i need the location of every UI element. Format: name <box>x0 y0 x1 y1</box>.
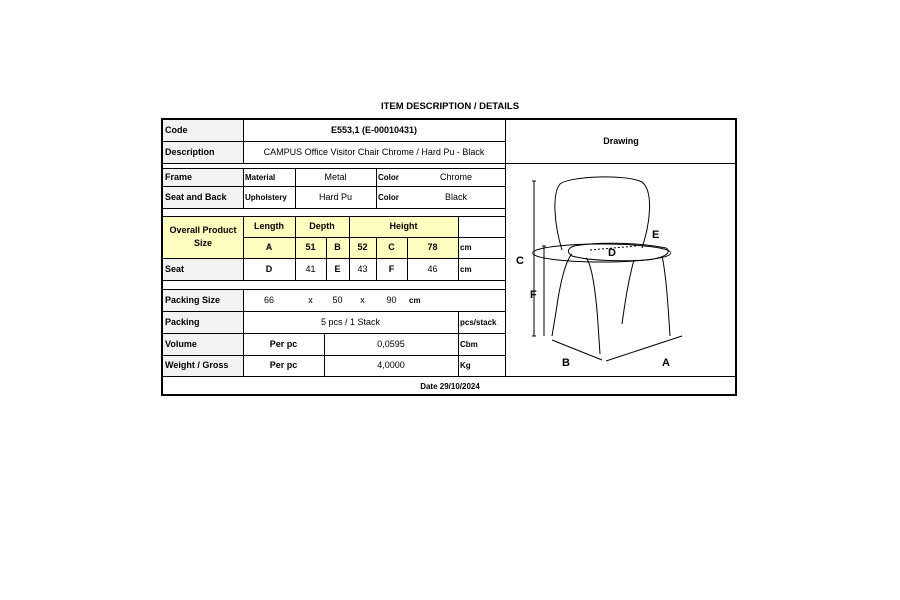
weight-unit: Kg <box>460 361 471 370</box>
frame-color: Chrome <box>439 171 472 182</box>
seat-back-label: Seat and Back <box>165 191 227 202</box>
header-length: Length <box>254 221 284 231</box>
seat-back-material: Hard Pu <box>318 191 353 202</box>
seat-d-value: 41 <box>305 263 316 274</box>
date-footer: Date 29/10/2024 <box>420 381 480 391</box>
packing-size-x2: x <box>360 294 365 305</box>
seat-back-material-label: Upholstery <box>245 192 287 202</box>
packing-size-height: 90 <box>386 294 397 305</box>
drawing-letter-b: B <box>562 357 570 369</box>
seat-back-color-label: Color <box>378 192 399 202</box>
packing-value: 5 pcs / 1 Stack <box>320 316 381 327</box>
chair-backrest <box>555 177 650 250</box>
overall-c-value: 78 <box>427 242 438 252</box>
document-title: ITEM DESCRIPTION / DETAILS <box>380 101 520 112</box>
seat-label: Seat <box>165 263 185 274</box>
drawing-label: Drawing <box>603 136 639 146</box>
chair-leg-back-right <box>662 256 670 336</box>
drawing-letter-a: A <box>662 357 670 369</box>
packing-size-label: Packing Size <box>165 294 221 305</box>
volume-per: Per pc <box>269 338 298 349</box>
chair-leg-back-left <box>622 260 634 324</box>
seat-d-label: D <box>265 263 273 274</box>
description-label: Description <box>165 146 215 157</box>
chair-leg-front-left <box>552 254 572 336</box>
chair-leg-front-right <box>586 258 600 354</box>
seat-f-label: F <box>388 263 395 274</box>
frame-label: Frame <box>165 171 193 182</box>
overall-a-label: A <box>265 242 273 252</box>
overall-b-label: B <box>334 242 341 252</box>
drawing-letter-d: D <box>608 247 616 259</box>
item-details-sheet <box>161 118 737 396</box>
drawing-letter-c: C <box>516 255 524 267</box>
weight-per: Per pc <box>269 360 298 370</box>
packing-size-unit: cm <box>409 295 421 305</box>
frame-color-label: Color <box>378 172 399 182</box>
packing-size-length: 66 <box>263 294 274 305</box>
packing-label: Packing <box>165 316 200 327</box>
frame-material-label: Material <box>245 172 276 182</box>
seat-back-color: Black <box>444 191 467 202</box>
weight-label: Weight / Gross <box>165 360 229 370</box>
weight-value: 4,0000 <box>377 360 405 370</box>
packing-size-x1: x <box>308 294 313 305</box>
overall-unit: cm <box>460 243 472 252</box>
seat-unit: cm <box>460 264 472 274</box>
overall-c-label: C <box>388 242 395 252</box>
header-depth: Depth <box>309 221 335 231</box>
packing-size-width: 50 <box>332 294 343 305</box>
overall-size-label: Overall Product Size <box>169 225 237 248</box>
packing-unit: pcs/stack <box>460 317 497 327</box>
drawing-letter-f: F <box>530 289 537 301</box>
header-height: Height <box>389 221 418 231</box>
seat-e-value: 43 <box>357 263 368 274</box>
seat-f-value: 46 <box>427 263 438 274</box>
code-label: Code <box>165 125 188 135</box>
frame-material: Metal <box>324 171 347 182</box>
volume-unit: Cbm <box>460 339 478 349</box>
volume-label: Volume <box>165 338 197 349</box>
seat-e-label: E <box>334 263 341 274</box>
volume-value: 0,0595 <box>377 338 405 349</box>
chair-drawing <box>506 164 737 376</box>
description-value: CAMPUS Office Visitor Chair Chrome / Hard Pu - Black <box>263 146 485 157</box>
overall-a-value: 51 <box>305 242 316 252</box>
code-value: E553,1 (E-00010431) <box>330 125 418 135</box>
drawing-letter-e: E <box>652 229 660 241</box>
overall-b-value: 52 <box>357 242 368 252</box>
